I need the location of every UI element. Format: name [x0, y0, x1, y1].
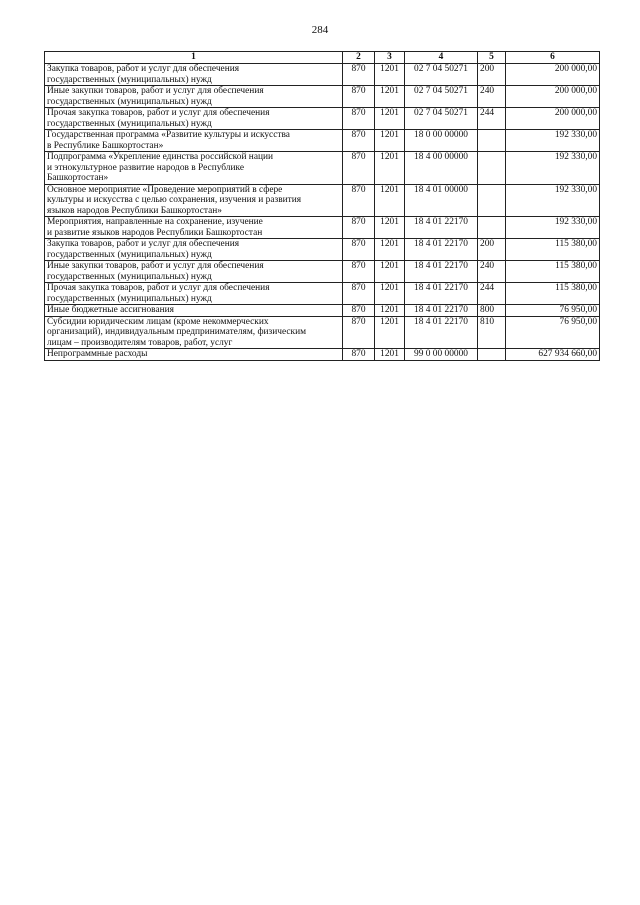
- cell-c6: 76 950,00: [506, 316, 600, 349]
- cell-c2: 870: [343, 239, 375, 261]
- row-name-line: государственных (муниципальных) нужд: [47, 293, 212, 304]
- row-name-line: Мероприятия, направленные на сохранение, изучение: [47, 217, 263, 227]
- row-name-line: Закупка товаров, работ и услуг для обеспечения: [47, 239, 240, 249]
- cell-c5: 240: [478, 86, 506, 108]
- cell-c2: 870: [343, 152, 375, 185]
- cell-c2: 870: [343, 108, 375, 130]
- cell-c2: 870: [343, 283, 375, 305]
- cell-c5: [478, 130, 506, 152]
- cell-c5: 244: [478, 108, 506, 130]
- cell-c3: 1201: [375, 86, 405, 108]
- row-name-line: Основное мероприятие «Проведение мероприятий в сфере: [47, 184, 283, 195]
- cell-c5: 800: [478, 305, 506, 317]
- row-name-line: государственных (муниципальных) нужд: [47, 271, 212, 282]
- row-name-line: государственных (муниципальных) нужд: [47, 96, 212, 107]
- cell-c4: 18 4 01 00000: [405, 184, 478, 217]
- cell-c2: 870: [343, 316, 375, 349]
- cell-c5: [478, 184, 506, 217]
- cell-c5: 244: [478, 283, 506, 305]
- cell-c3: 1201: [375, 108, 405, 130]
- cell-c2: 870: [343, 305, 375, 317]
- budget-table: [44, 51, 600, 361]
- table-row: [45, 305, 600, 317]
- table-row: [45, 152, 600, 185]
- cell-c2: 870: [343, 261, 375, 283]
- row-name-line: Башкортостан»: [47, 173, 109, 183]
- row-name-cell: [45, 86, 343, 108]
- row-name-line: Субсидии юридическим лицам (кроме некоммерческих: [47, 316, 269, 327]
- cell-c3: 1201: [375, 130, 405, 152]
- cell-c5: 810: [478, 316, 506, 349]
- cell-c4: 02 7 04 50271: [405, 108, 478, 130]
- cell-c4: 18 4 01 22170: [405, 217, 478, 239]
- row-name-cell: [45, 261, 343, 283]
- cell-c6: 76 950,00: [506, 305, 600, 317]
- cell-c4: 18 0 00 00000: [405, 130, 478, 152]
- column-header: 3: [375, 52, 405, 64]
- table-row: [45, 261, 600, 283]
- row-name-cell: [45, 305, 343, 317]
- row-name-cell: [45, 283, 343, 305]
- cell-c6: 627 934 660,00: [506, 349, 600, 361]
- cell-c6: 115 380,00: [506, 283, 600, 305]
- row-name-line: Иные бюджетные ассигнования: [47, 305, 174, 315]
- page-number: 284: [311, 24, 329, 36]
- cell-c6: 192 330,00: [506, 217, 600, 239]
- row-name-line: в Республике Башкортостан»: [47, 140, 164, 151]
- row-name-line: Иные закупки товаров, работ и услуг для обеспечения: [47, 86, 264, 96]
- cell-c3: 1201: [375, 316, 405, 349]
- cell-c6: 192 330,00: [506, 130, 600, 152]
- row-name-line: языков народов Республики Башкортостан»: [47, 205, 222, 216]
- table-header-row: [45, 52, 600, 64]
- cell-c3: 1201: [375, 349, 405, 361]
- row-name-line: Подпрограмма «Укрепление единства российской нации: [47, 152, 274, 162]
- row-name-line: Непрограммные расходы: [47, 349, 148, 359]
- cell-c4: 18 4 01 22170: [405, 261, 478, 283]
- table-body: [45, 64, 600, 361]
- cell-c6: 192 330,00: [506, 152, 600, 185]
- table-row: [45, 130, 600, 152]
- row-name-cell: [45, 108, 343, 130]
- cell-c2: 870: [343, 130, 375, 152]
- cell-c4: 18 4 01 22170: [405, 283, 478, 305]
- table-row: [45, 349, 600, 361]
- cell-c4: 18 4 01 22170: [405, 239, 478, 261]
- column-header: 4: [405, 52, 478, 64]
- row-name-cell: [45, 217, 343, 239]
- cell-c4: 18 4 01 22170: [405, 316, 478, 349]
- row-name-line: Прочая закупка товаров, работ и услуг для обеспечения: [47, 283, 270, 293]
- row-name-line: Государственная программа «Развитие культуры и искусства: [47, 130, 290, 140]
- row-name-line: и развитие языков народов Республики Башкортостан: [47, 227, 263, 238]
- row-name-cell: [45, 184, 343, 217]
- cell-c3: 1201: [375, 305, 405, 317]
- cell-c5: 200: [478, 64, 506, 86]
- row-name-line: Закупка товаров, работ и услуг для обеспечения: [47, 64, 240, 74]
- cell-c6: 192 330,00: [506, 184, 600, 217]
- cell-c5: 200: [478, 239, 506, 261]
- row-name-line: государственных (муниципальных) нужд: [47, 74, 212, 85]
- cell-c4: 02 7 04 50271: [405, 64, 478, 86]
- cell-c3: 1201: [375, 283, 405, 305]
- cell-c6: 200 000,00: [506, 108, 600, 130]
- row-name-line: государственных (муниципальных) нужд: [47, 249, 212, 260]
- table-row: [45, 217, 600, 239]
- table-row: [45, 316, 600, 349]
- cell-c5: [478, 349, 506, 361]
- column-header: 2: [343, 52, 375, 64]
- table-row: [45, 108, 600, 130]
- cell-c3: 1201: [375, 152, 405, 185]
- cell-c6: 200 000,00: [506, 64, 600, 86]
- cell-c3: 1201: [375, 217, 405, 239]
- cell-c4: 99 0 00 00000: [405, 349, 478, 361]
- row-name-line: Иные закупки товаров, работ и услуг для обеспечения: [47, 261, 264, 271]
- cell-c6: 115 380,00: [506, 239, 600, 261]
- table-row: [45, 86, 600, 108]
- column-header: 5: [478, 52, 506, 64]
- row-name-line: организаций), индивидуальным предпринимателям, физическим: [47, 327, 307, 337]
- row-name-cell: [45, 130, 343, 152]
- row-name-cell: [45, 64, 343, 86]
- table-row: [45, 283, 600, 305]
- cell-c5: [478, 217, 506, 239]
- cell-c3: 1201: [375, 239, 405, 261]
- row-name-line: лицам – производителям товаров, работ, услуг: [47, 337, 233, 348]
- cell-c2: 870: [343, 64, 375, 86]
- row-name-cell: [45, 316, 343, 349]
- column-header: 1: [45, 52, 343, 64]
- cell-c3: 1201: [375, 184, 405, 217]
- table-row: [45, 239, 600, 261]
- cell-c6: 115 380,00: [506, 261, 600, 283]
- row-name-cell: [45, 349, 343, 361]
- row-name-cell: [45, 152, 343, 185]
- row-name-line: и этнокультурное развитие народов в Республике: [47, 162, 244, 173]
- cell-c4: 18 4 01 22170: [405, 305, 478, 317]
- table-row: [45, 64, 600, 86]
- row-name-line: культуры и искусства с целью сохранения, изучения и развития: [47, 195, 302, 205]
- cell-c3: 1201: [375, 64, 405, 86]
- cell-c3: 1201: [375, 261, 405, 283]
- row-name-cell: [45, 239, 343, 261]
- cell-c4: 02 7 04 50271: [405, 86, 478, 108]
- table-row: [45, 184, 600, 217]
- column-header: 6: [506, 52, 600, 64]
- cell-c2: 870: [343, 349, 375, 361]
- cell-c6: 200 000,00: [506, 86, 600, 108]
- row-name-line: государственных (муниципальных) нужд: [47, 118, 212, 129]
- cell-c2: 870: [343, 86, 375, 108]
- cell-c4: 18 4 00 00000: [405, 152, 478, 185]
- cell-c5: 240: [478, 261, 506, 283]
- cell-c2: 870: [343, 184, 375, 217]
- cell-c2: 870: [343, 217, 375, 239]
- cell-c5: [478, 152, 506, 185]
- row-name-line: Прочая закупка товаров, работ и услуг для обеспечения: [47, 108, 270, 118]
